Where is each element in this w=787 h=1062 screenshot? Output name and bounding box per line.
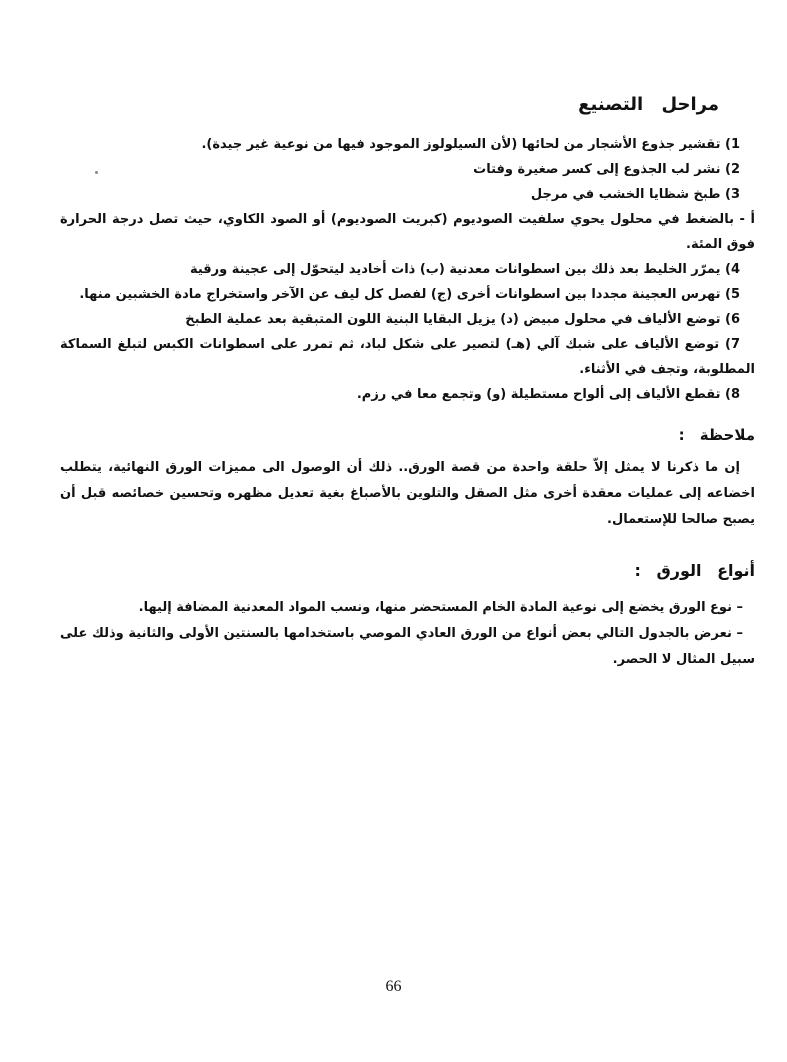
note-paragraph: إن ما ذكرنا لا يمثل إلاّ حلقة واحدة من قصة الورق.. ذلك أن الوصول الى مميزات الورق النهائية، يتطلب اخضاعه إلى عمليات معقدة أخرى مثل الصقل والتلوين بالأصباغ بغية تعديل مظهره وتحسين خصائصه قبل أن يصبح صالحا للإستعمال. (60, 460, 755, 527)
list-item-step-4: 4) يمرّر الخليط بعد ذلك بين اسطوانات معدنية (ب) ذات أخاديد ليتحوّل إلى عجينة ورقية (189, 262, 740, 277)
page-content (60, 92, 755, 673)
section-title-manufacturing-stages: مراحل التصنيع (578, 94, 719, 115)
list-item-step-3: 3) طبخ شظايا الخشب في مرجل (530, 187, 740, 202)
list-item-step-5: 5) تهرس العجينة مجددا بين اسطوانات أخرى (ج) لفصل كل ليف عن الآخر واستخراج مادة الخشبين منها. (79, 287, 740, 302)
section-title-note: ملاحظة : (678, 426, 755, 444)
manufacturing-steps-list (60, 132, 755, 407)
list-item-substep-a: أ - بالضغط في محلول يحوي سلفيت الصوديوم (كبريت الصوديوم) أو الصود الكاوي، حيث تصل درجة الحرارة فوق المئة. (60, 212, 755, 252)
list-item-step-7: 7) توضع الألياف على شبك آلي (هـ) لتصير على شكل لباد، ثم تمرر على اسطوانات الكبس لتبلغ السماكة المطلوبة، وتجف في الأثناء. (60, 337, 755, 377)
scan-artifact-dot (95, 171, 98, 174)
list-item-step-8: 8) تقطع الألياف إلى ألواح مستطيلة (و) وتجمع معا في رزم. (356, 387, 740, 402)
list-item-paper-type-1: – نوع الورق يخضع إلى نوعية المادة الخام المستحضر منها، ونسب المواد المعدنية المضافة إليها. (138, 600, 743, 615)
list-item-step-2: 2) نشر لب الجذوع إلى كسر صغيرة وفتات (473, 162, 740, 177)
paper-types-list (60, 595, 755, 673)
list-item-step-1: 1) تقشير جذوع الأشجار من لحائها (لأن السيلولوز الموجود فيها من نوعية غير جيدة). (201, 137, 740, 152)
list-item-step-6: 6) توضع الألياف في محلول مبيض (د) يزيل البقايا البنية اللون المتبقية بعد عملية الطبخ (185, 312, 740, 327)
page-number: 66 (385, 978, 402, 995)
list-item-paper-type-2: – نعرض بالجدول التالي بعض أنواع من الورق العادي الموصي باستخدامها بالسنتين الأولى والثانية وذلك على سبيل المثال لا الحصر. (60, 626, 755, 667)
section-title-paper-types: أنواع الورق : (634, 561, 755, 580)
